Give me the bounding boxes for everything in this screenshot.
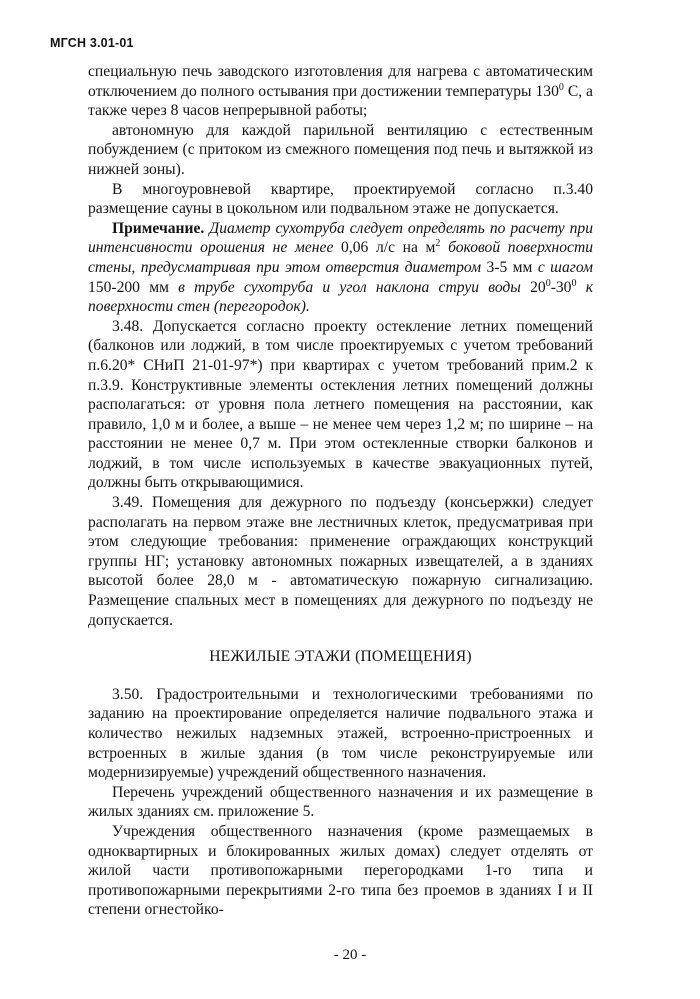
paragraph-3-50: 3.50. Градостроительными и технологическими требованиями по заданию на проектирование определяется наличие подвального этажа и количество нежилых надземных этажей, встроенно-пристроенных и встроенных в жилые здания (в том числе реконструируемые или модернизируемые) учреждений общественного назначения. xyxy=(88,685,593,782)
paragraph-3-48: 3.48. Допускается согласно проекту остекление летних помещений (балконов или лоджий, в том числе проектируемых с учетом требований п.6.20* СНиП 21-01-97*) при квартирах с учетом требований прим.2 к п.3.9. Конструктивные элементы остекления летних помещений должны располагаться: от уровня пола летнего помещения на расстоянии, как правило, 1,0 м и более, а выше – не менее чем через 1,2 м; по ширине – на расстоянии не менее 0,7 м. При этом остекленные створки балконов и лоджий, в том числе используемых в качестве эвакуационных путей, должны быть открывающимися. xyxy=(88,317,593,492)
paragraph-list-reference: Перечень учреждений общественного назначения и их размещение в жилых зданиях см. приложение 5. xyxy=(88,783,593,821)
document-code-header: МГСН 3.01-01 xyxy=(50,36,134,50)
note-paragraph: Примечание. Диаметр сухотруба следует определять по расчету при интенсивности орошения не менее 0,06 л/с на $м^2$ боковой поверхности стены, предусматривая при этом отверстия диаметром 3-5 мм с шагом 150-200 мм в трубе сухотруба и угол наклона струи воды $20^0-30^0$ к поверхности стен (перегородок). xyxy=(88,219,594,316)
paragraph-sauna-stove: специальную печь заводского изготовления для нагрева с автоматическим отключением до полного остывания при достижении температуры $130^0$ С, а также через 8 часов непрерывной работы; xyxy=(88,63,593,120)
paragraph-multilevel-apartment: В многоуровневой квартире, проектируемой согласно п.3.40 размещение сауны в цокольном или подвальном этаже не допускается. xyxy=(88,180,593,218)
document-body xyxy=(88,62,593,920)
paragraph-public-institutions: Учреждения общественного назначения (кроме размещаемых в одноквартирных и блокированных жилых домах) следует отделять от жилой части противопожарными перегородками 1-го типа и противопожарными перекрытиями 2-го типа без проемов в зданиях I и II степени огнестойко- xyxy=(88,822,593,919)
paragraph-3-49: 3.49. Помещения для дежурного по подъезду (консьержки) следует располагать на первом этаже вне лестничных клеток, предусматривая при этом следующие требования: применение ограждающих конструкций группы НГ; установку автономных пожарных извещателей, а в зданиях высотой более 28,0 м - автоматическую пожарную сигнализацию. Размещение спальных мест в помещениях для дежурного по подъезду не допускается. xyxy=(88,494,593,629)
note-lead: Примечание. xyxy=(112,219,205,237)
section-title: НЕЖИЛЫЕ ЭТАЖИ (ПОМЕЩЕНИЯ) xyxy=(209,648,472,666)
page-number: - 20 - xyxy=(333,947,367,963)
paragraph-ventilation: автономную для каждой парильной вентиляцию с естественным побуждением (с притоком из смежного помещения под печь и вытяжкой из нижней зоны). xyxy=(88,121,593,178)
